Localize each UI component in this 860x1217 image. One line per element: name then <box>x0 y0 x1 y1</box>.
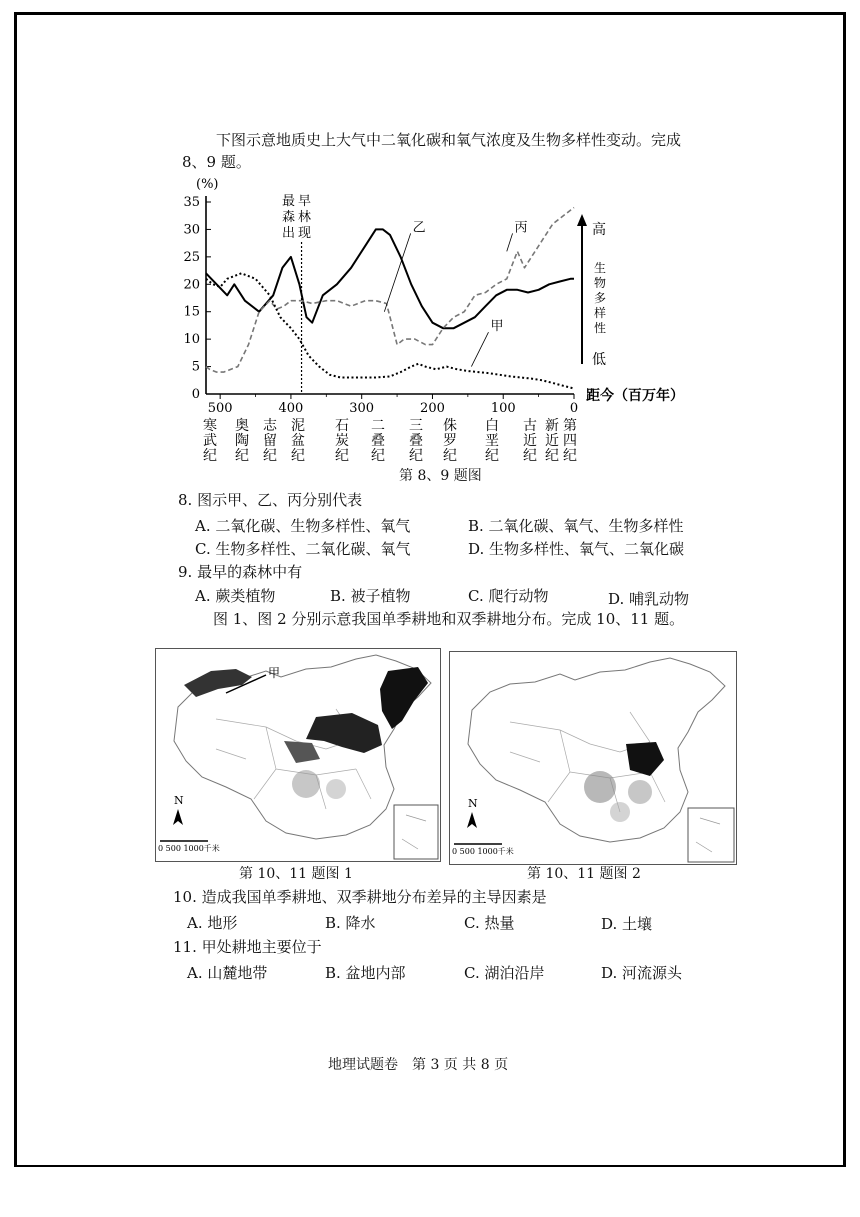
forest-annotation-char: 出 <box>282 226 296 241</box>
period-label-char: 纪 <box>545 448 559 464</box>
south-sea-inset <box>394 805 438 859</box>
q10-option-a: A. 地形 <box>187 914 238 932</box>
q9-option-a: A. 蕨类植物 <box>195 587 276 605</box>
period-label-char: 古 <box>523 418 537 434</box>
q11-option-a: A. 山麓地带 <box>187 964 268 982</box>
scattered-fields <box>584 771 616 803</box>
forest-annotation-char: 早 <box>298 194 312 209</box>
period-label-char: 石 <box>335 418 349 434</box>
forest-annotation-char: 林 <box>298 210 312 225</box>
q11-stem: 11. 甲处耕地主要位于 <box>173 938 322 956</box>
period-label-char: 志 <box>263 418 277 434</box>
period-label-char: 武 <box>203 433 217 449</box>
up-arrow-icon <box>577 214 587 226</box>
period-label-char: 纪 <box>523 448 537 464</box>
north-arrow-icon <box>467 812 477 828</box>
map1-north: N <box>174 794 184 807</box>
intro-q1011: 图 1、图 2 分别示意我国单季耕地和双季耕地分布。完成 10、11 题。 <box>213 610 685 628</box>
south-sea-inset <box>688 808 734 862</box>
period-label-char: 纪 <box>235 448 249 464</box>
xinjiang-cropland <box>184 669 252 697</box>
period-label-char: 叠 <box>409 433 423 449</box>
y-tick-label: 25 <box>183 249 200 265</box>
q9-stem: 9. 最早的森林中有 <box>178 563 303 581</box>
page-border-top <box>14 12 846 15</box>
q8-option-c: C. 生物多样性、二氧化碳、氧气 <box>195 540 411 558</box>
period-label-char: 留 <box>263 433 277 449</box>
biodiversity-label-char: 性 <box>593 321 607 335</box>
china-outline <box>468 658 725 842</box>
forest-annotation-char: 最 <box>282 194 296 209</box>
biodiversity-label-char: 多 <box>593 291 607 305</box>
period-label-char: 纪 <box>563 448 577 464</box>
period-label-char: 纪 <box>291 448 305 464</box>
period-label-char: 二 <box>371 418 385 434</box>
x-tick-label: 100 <box>490 401 516 416</box>
period-label-char: 炭 <box>335 433 349 449</box>
x-tick-label: 300 <box>349 401 375 416</box>
series-label-乙: 乙 <box>412 220 426 236</box>
q10-option-b: B. 降水 <box>325 914 376 932</box>
biodiversity-label-char: 物 <box>593 276 607 290</box>
y-axis-unit: (%) <box>196 177 219 192</box>
page-border-bottom <box>14 1165 846 1167</box>
q10-stem: 10. 造成我国单季耕地、双季耕地分布差异的主导因素是 <box>173 888 547 906</box>
x-axis-label: 距今（百万年） <box>586 388 684 404</box>
period-label-char: 叠 <box>371 433 385 449</box>
period-label-char: 三 <box>409 418 423 434</box>
biodiversity-low: 低 <box>592 352 606 368</box>
biodiversity-high: 高 <box>592 222 606 238</box>
period-label-char: 寒 <box>203 418 217 434</box>
q10-option-c: C. 热量 <box>464 914 515 932</box>
series-leader-丙 <box>507 233 513 251</box>
x-tick-label: 0 <box>569 401 579 416</box>
x-tick-label: 400 <box>278 401 304 416</box>
series-label-甲: 甲 <box>490 319 504 335</box>
series-label-丙: 丙 <box>514 220 528 236</box>
map1-jia-label: 甲 <box>268 666 281 680</box>
q8-stem: 8. 图示甲、乙、丙分别代表 <box>178 491 363 509</box>
period-label-char: 泥 <box>291 418 305 434</box>
q9-option-b: B. 被子植物 <box>330 587 411 605</box>
y-tick-label: 5 <box>191 359 200 375</box>
x-tick-label: 500 <box>207 401 233 416</box>
map2-north: N <box>468 797 478 810</box>
scattered-fields <box>292 770 320 798</box>
period-label-char: 白 <box>485 418 499 434</box>
page-border-right <box>843 12 846 1167</box>
period-label-char: 侏 <box>443 418 457 434</box>
map2-scale: 0 500 1000千米 <box>452 847 514 856</box>
x-tick-label: 200 <box>420 401 445 416</box>
period-label-char: 纪 <box>443 448 457 464</box>
period-label-char: 垩 <box>485 433 499 449</box>
northeast-cropland <box>380 667 428 729</box>
q9-option-d: D. 哺乳动物 <box>608 590 690 608</box>
period-label-char: 纪 <box>263 448 277 464</box>
map2-caption: 第 10、11 题图 2 <box>527 866 641 882</box>
period-label-char: 纪 <box>485 448 499 464</box>
period-label-char: 纪 <box>335 448 349 464</box>
period-label-char: 第 <box>563 418 577 434</box>
period-label-char: 盆 <box>291 433 305 449</box>
q11-option-c: C. 湖泊沿岸 <box>464 964 545 982</box>
period-label-char: 奥 <box>235 418 249 434</box>
period-label-char: 纪 <box>409 448 423 464</box>
map1-scale: 0 500 1000千米 <box>158 844 220 853</box>
geologic-chart <box>170 172 710 472</box>
q8-option-a: A. 二氧化碳、生物多样性、氧气 <box>195 517 411 535</box>
page-border-left <box>14 12 17 1167</box>
q10-option-d: D. 土壤 <box>601 915 653 933</box>
north-arrow-icon <box>173 809 183 825</box>
q11-option-b: B. 盆地内部 <box>325 964 406 982</box>
fig89-caption: 第 8、9 题图 <box>399 468 482 484</box>
map1-caption: 第 10、11 题图 1 <box>239 866 353 882</box>
forest-annotation-char: 现 <box>298 226 312 241</box>
intro-q89-line2: 8、9 题。 <box>182 153 251 171</box>
q11-option-d: D. 河流源头 <box>601 964 683 982</box>
period-label-char: 近 <box>523 433 537 449</box>
period-label-char: 近 <box>545 433 559 449</box>
period-label-char: 新 <box>545 418 559 434</box>
period-label-char: 纪 <box>371 448 385 464</box>
period-label-char: 四 <box>563 433 577 449</box>
map-double-season <box>449 651 737 865</box>
q8-option-d: D. 生物多样性、氧气、二氧化碳 <box>468 540 685 558</box>
y-tick-label: 20 <box>183 277 200 293</box>
q9-option-c: C. 爬行动物 <box>468 587 549 605</box>
period-label-char: 罗 <box>443 433 457 449</box>
series-leader-甲 <box>471 332 488 366</box>
forest-annotation-char: 森 <box>282 210 296 225</box>
huang-huai-cropland <box>626 742 664 776</box>
series-line-乙 <box>206 229 574 328</box>
map-single-season <box>155 648 441 862</box>
period-label-char: 陶 <box>235 433 249 449</box>
period-label-char: 纪 <box>203 448 217 464</box>
biodiversity-label-char: 样 <box>593 306 607 320</box>
intro-q89-line1: 下图示意地质史上大气中二氧化碳和氧气浓度及生物多样性变动。完成 <box>216 131 682 149</box>
y-tick-label: 0 <box>191 387 200 402</box>
page-footer: 地理试题卷 第 3 页 共 8 页 <box>328 1057 509 1073</box>
q8-option-b: B. 二氧化碳、氧气、生物多样性 <box>468 517 684 535</box>
y-tick-label: 10 <box>183 332 200 348</box>
loess-cropland <box>284 741 320 763</box>
y-tick-label: 35 <box>183 195 200 210</box>
y-tick-label: 15 <box>183 304 200 320</box>
biodiversity-label-char: 生 <box>593 261 607 275</box>
y-tick-label: 30 <box>183 222 200 238</box>
